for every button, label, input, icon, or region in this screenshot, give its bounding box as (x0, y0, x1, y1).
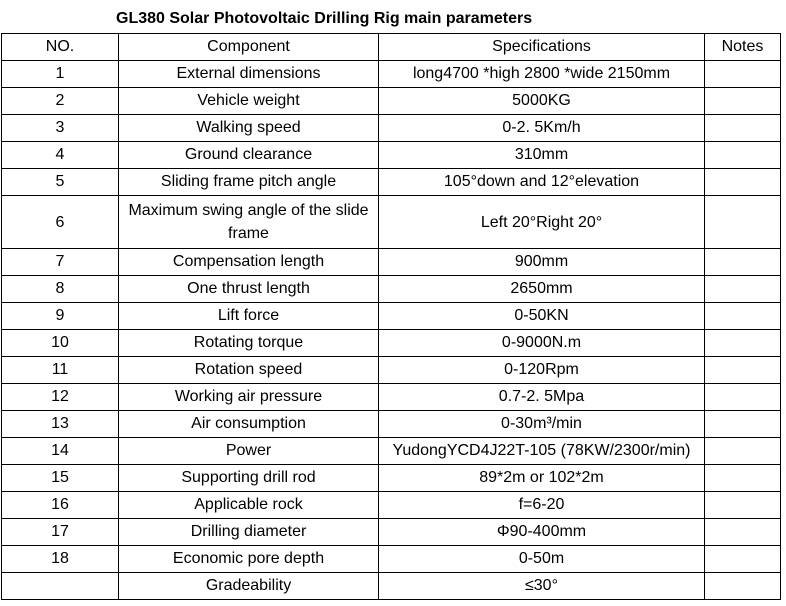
cell-notes (705, 384, 781, 411)
cell-notes (705, 142, 781, 169)
table-row (2, 573, 781, 600)
cell-spec: 0-50KN (379, 303, 705, 330)
cell-spec: f=6-20 (379, 492, 705, 519)
cell-no: 18 (2, 546, 119, 573)
cell-component: Compensation length (119, 249, 379, 276)
table-row (2, 330, 781, 357)
cell-no: 4 (2, 142, 119, 169)
cell-component: Lift force (119, 303, 379, 330)
cell-component: Air consumption (119, 411, 379, 438)
cell-notes (705, 169, 781, 196)
table-row (2, 88, 781, 115)
table-row (2, 465, 781, 492)
cell-no (2, 573, 119, 600)
cell-notes (705, 411, 781, 438)
header-no: NO. (2, 34, 119, 61)
cell-notes (705, 115, 781, 142)
cell-notes (705, 546, 781, 573)
cell-spec: 0-50m (379, 546, 705, 573)
cell-component: Rotation speed (119, 357, 379, 384)
cell-component: Vehicle weight (119, 88, 379, 115)
cell-notes (705, 88, 781, 115)
cell-component: Sliding frame pitch angle (119, 169, 379, 196)
cell-component: External dimensions (119, 61, 379, 88)
header-component: Component (119, 34, 379, 61)
table-row (2, 438, 781, 465)
cell-spec: 0-2. 5Km/h (379, 115, 705, 142)
cell-no: 12 (2, 384, 119, 411)
cell-spec: Φ90-400mm (379, 519, 705, 546)
table-row (2, 61, 781, 88)
cell-notes (705, 573, 781, 600)
cell-component: Maximum swing angle of the slide frame (119, 196, 379, 249)
cell-no: 13 (2, 411, 119, 438)
cell-spec: YudongYCD4J22T-105 (78KW/2300r/min) (379, 438, 705, 465)
cell-notes (705, 196, 781, 249)
cell-component: Gradeability (119, 573, 379, 600)
cell-notes (705, 438, 781, 465)
cell-component: Drilling diameter (119, 519, 379, 546)
cell-no: 2 (2, 88, 119, 115)
cell-component: Rotating torque (119, 330, 379, 357)
cell-component: Ground clearance (119, 142, 379, 169)
cell-spec: ≤30° (379, 573, 705, 600)
cell-component: Working air pressure (119, 384, 379, 411)
cell-spec: 0-30m³/min (379, 411, 705, 438)
cell-spec: 89*2m or 102*2m (379, 465, 705, 492)
cell-component: One thrust length (119, 276, 379, 303)
cell-component: Supporting drill rod (119, 465, 379, 492)
table-row (2, 519, 781, 546)
cell-spec: long4700 *high 2800 *wide 2150mm (379, 61, 705, 88)
table-row (2, 384, 781, 411)
cell-no: 9 (2, 303, 119, 330)
cell-notes (705, 492, 781, 519)
cell-no: 5 (2, 169, 119, 196)
cell-spec: Left 20°Right 20° (379, 196, 705, 249)
cell-notes (705, 519, 781, 546)
cell-notes (705, 276, 781, 303)
table-row (2, 169, 781, 196)
cell-notes (705, 357, 781, 384)
cell-spec: 5000KG (379, 88, 705, 115)
table-row (2, 142, 781, 169)
cell-component: Walking speed (119, 115, 379, 142)
table-row (2, 196, 781, 249)
table-row (2, 115, 781, 142)
table-row (2, 492, 781, 519)
cell-no: 10 (2, 330, 119, 357)
cell-spec: 900mm (379, 249, 705, 276)
cell-notes (705, 465, 781, 492)
table-header-row (2, 34, 781, 61)
cell-no: 1 (2, 61, 119, 88)
table-row (2, 249, 781, 276)
cell-no: 17 (2, 519, 119, 546)
cell-no: 16 (2, 492, 119, 519)
cell-spec: 0-9000N.m (379, 330, 705, 357)
cell-no: 14 (2, 438, 119, 465)
cell-no: 3 (2, 115, 119, 142)
cell-component: Power (119, 438, 379, 465)
table-row (2, 303, 781, 330)
cell-spec: 105°down and 12°elevation (379, 169, 705, 196)
cell-notes (705, 61, 781, 88)
cell-spec: 2650mm (379, 276, 705, 303)
cell-spec: 310mm (379, 142, 705, 169)
table-row (2, 411, 781, 438)
cell-notes (705, 249, 781, 276)
cell-spec: 0-120Rpm (379, 357, 705, 384)
cell-no: 15 (2, 465, 119, 492)
cell-component: Economic pore depth (119, 546, 379, 573)
cell-component: Applicable rock (119, 492, 379, 519)
cell-no: 7 (2, 249, 119, 276)
table-row (2, 357, 781, 384)
table-row (2, 546, 781, 573)
cell-no: 11 (2, 357, 119, 384)
table-row (2, 276, 781, 303)
header-specifications: Specifications (379, 34, 705, 61)
cell-notes (705, 330, 781, 357)
parameters-table (1, 33, 781, 600)
header-notes: Notes (705, 34, 781, 61)
document-title: GL380 Solar Photovoltaic Drilling Rig main parameters (116, 10, 533, 27)
cell-spec: 0.7-2. 5Mpa (379, 384, 705, 411)
cell-notes (705, 303, 781, 330)
cell-no: 8 (2, 276, 119, 303)
cell-no: 6 (2, 196, 119, 249)
